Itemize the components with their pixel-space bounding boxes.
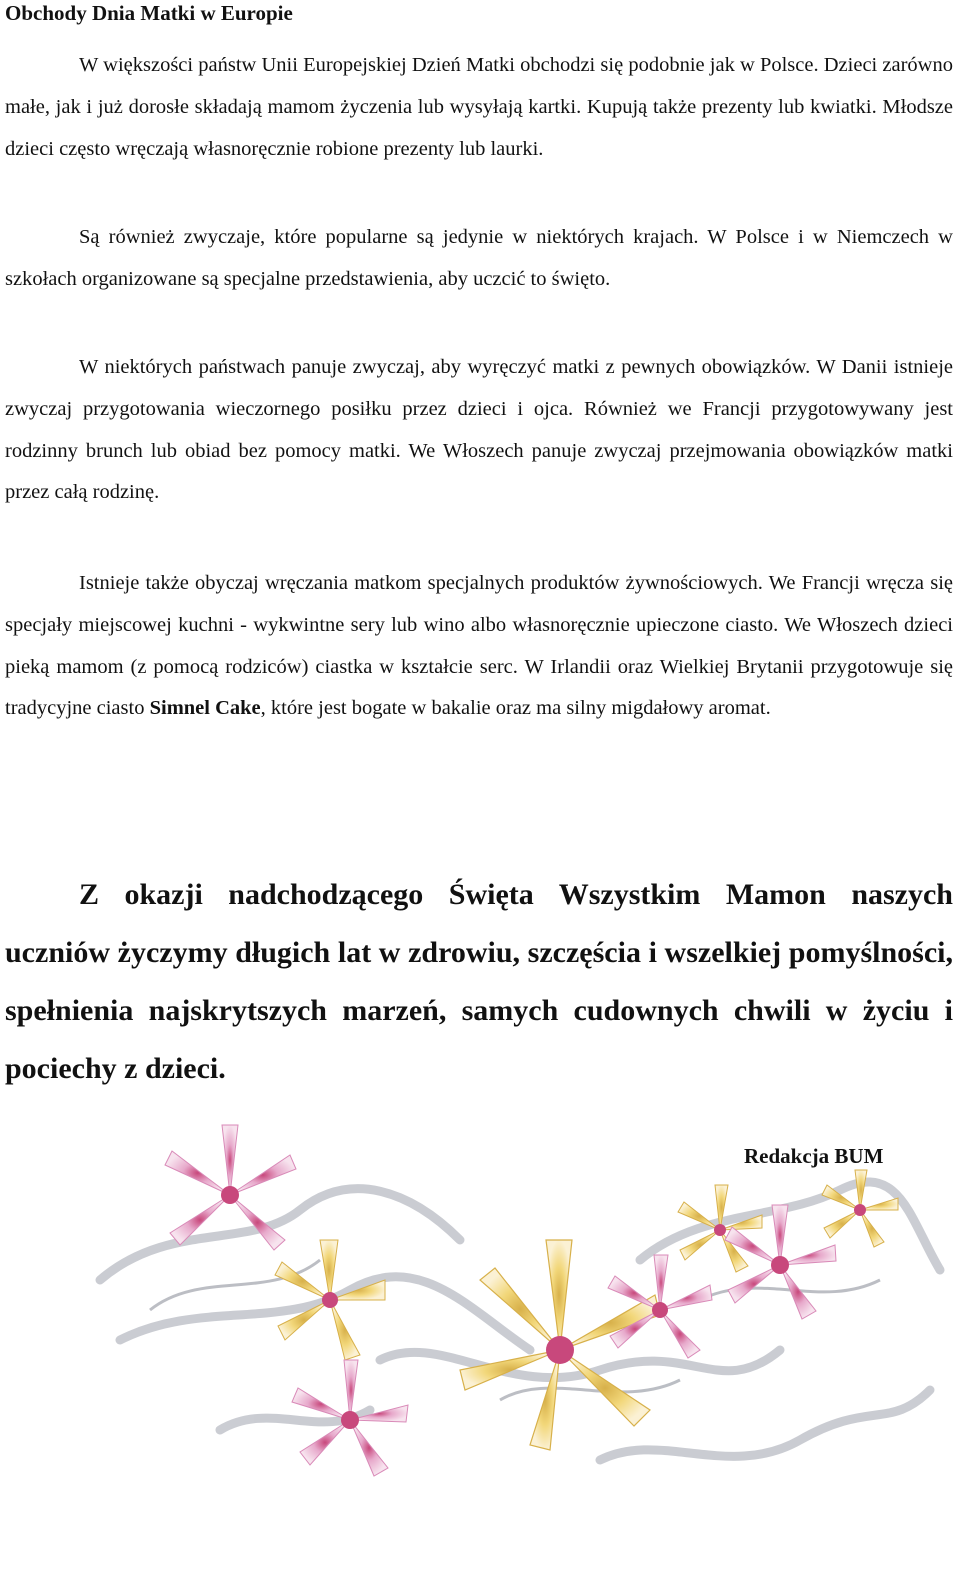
wishes-text: Z okazji nadchodzącego Święta Wszystkim Mamon naszych uczniów życzymy długich lat w zdrowiu, szczęścia i wszelkiej pomyślności, spełnienia najskrytszych marzeń, samych cudownych chwili w życiu i pociechy z dzieci. bbox=[5, 878, 953, 1085]
paragraph-2: Są również zwyczaje, które popularne są jedynie w niektórych krajach. W Polsce i w Niemczech w szkołach organizowane są specjalne przedstawienia, aby uczcić to święto. bbox=[5, 226, 953, 290]
paragraph-4-text: Istnieje także obyczaj wręczania matkom specjalnych produktów żywnościowych. We Francji wręcza się specjały miejscowej kuchni - wykwintne sery lub wino albo własnoręcznie upieczone ciasto. We Włoszech dzieci pieką mamom (z pomocą rodziców) ciastka w kształcie serc. W Irlandii oraz Wielkiej Brytanii przygotowuje się tradycyjne ciasto bbox=[5, 572, 953, 720]
paragraph-4 bbox=[5, 563, 953, 730]
flower-pink-3 bbox=[608, 1255, 712, 1358]
flower-yellow-large bbox=[460, 1240, 660, 1450]
flower-yellow-1 bbox=[275, 1240, 385, 1360]
article-title: Obchody Dnia Matki w Europie bbox=[5, 1, 293, 25]
signature: Redakcja BUM bbox=[744, 1144, 884, 1168]
flower-bouquet-illustration bbox=[80, 1100, 960, 1585]
paragraph-4-text-end: , które jest bogate w bakalie oraz ma silny migdałowy aromat. bbox=[260, 697, 771, 720]
flower-yellow-3 bbox=[822, 1170, 898, 1247]
paragraph-1: W większości państw Unii Europejskiej Dzień Matki obchodzi się podobnie jak w Polsce. Dzieci zarówno małe, jak i już dorosłe składają mamom życzenia lub wysyłają kartki. Kupują także prezenty lub kwiatki. Młodsze dzieci często wręczają własnoręcznie robione prezenty lub laurki. bbox=[5, 54, 953, 160]
simnel-cake-term: Simnel Cake bbox=[149, 697, 261, 720]
paragraph-3: W niektórych państwach panuje zwyczaj, aby wyręczyć matki z pewnych obowiązków. W Danii istnieje zwyczaj przygotowania wieczornego posiłku przez dzieci i ojca. Również we Francji przygotowywany jest rodzinny brunch lub obiad bez pomocy matki. We Włoszech panuje zwyczaj przejmowania obowiązków matki przez całą rodzinę. bbox=[5, 356, 953, 504]
